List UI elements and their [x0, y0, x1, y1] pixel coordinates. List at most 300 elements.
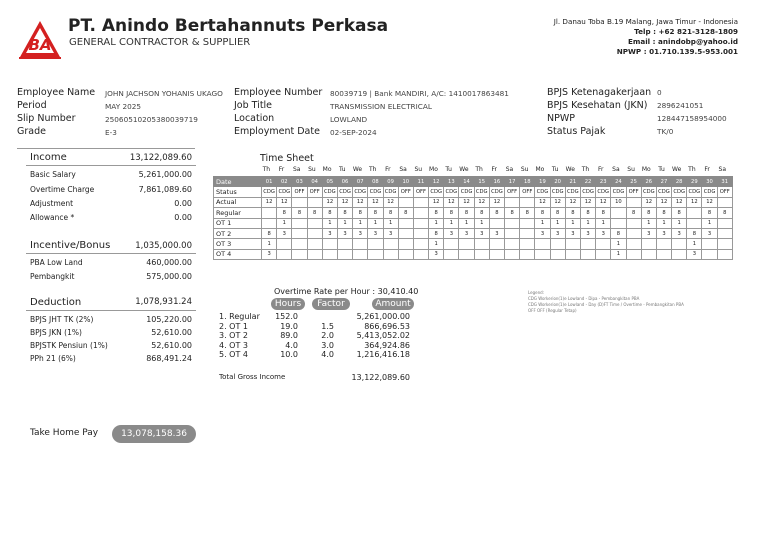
timesheet-cell: 8 [535, 208, 550, 218]
timesheet-cell [413, 228, 428, 238]
timesheet-cell: 8 [550, 208, 565, 218]
timesheet-cell [474, 249, 489, 259]
timesheet-cell [717, 197, 732, 207]
timesheet-cell [702, 239, 717, 249]
timesheet-cell: 3 [489, 228, 504, 238]
day-header: Fr [278, 166, 285, 173]
timesheet-cell: 1 [277, 218, 292, 228]
timesheet-cell [505, 218, 520, 228]
timesheet-cell: 13 [444, 177, 459, 187]
npwp-value: 128447158954000 [657, 114, 727, 123]
timesheet-cell [413, 197, 428, 207]
timesheet-cell [717, 249, 732, 259]
timesheet-cell: 3 [368, 228, 383, 238]
timesheet-cell: 3 [262, 249, 277, 259]
timesheet-cell [520, 228, 535, 238]
overtime-label: 1. Regular [219, 312, 260, 321]
timesheet-cell: 16 [489, 177, 504, 187]
timesheet-cell: CDG [702, 187, 717, 197]
job-title-label: Job Title [234, 100, 273, 111]
pajak-value: TK/0 [657, 127, 674, 136]
timesheet-cell: 06 [337, 177, 352, 187]
income-total: 13,122,089.60 [129, 153, 192, 163]
day-header: Fr [597, 166, 604, 173]
timesheet-cell: 8 [611, 228, 626, 238]
timesheet-cell: 26 [641, 177, 656, 187]
timesheet-cell [596, 239, 611, 249]
timesheet-cell: 1 [580, 218, 595, 228]
timesheet-cell: 8 [580, 208, 595, 218]
timesheet-cell: 3 [337, 228, 352, 238]
overtime-hours: 4.0 [285, 340, 298, 350]
day-header: Fr [704, 166, 710, 173]
timesheet-cell: 03 [292, 177, 307, 187]
timesheet-cell: 3 [429, 249, 444, 259]
timesheet-cell: 3 [580, 228, 595, 238]
timesheet-cell: 8 [444, 208, 459, 218]
legend [528, 290, 684, 314]
timesheet-cell [398, 249, 413, 259]
timesheet-cell: 25 [626, 177, 641, 187]
location-label: Location [234, 113, 275, 124]
overtime-label: 4. OT 3 [219, 340, 248, 350]
timesheet-cell: 12 [656, 197, 671, 207]
timesheet-cell: 04 [307, 177, 322, 187]
day-header: Sa [399, 166, 407, 173]
timesheet-row [214, 208, 733, 218]
timesheet-cell: 10 [398, 177, 413, 187]
timesheet-cell [292, 228, 307, 238]
timesheet-cell: 1 [656, 218, 671, 228]
timesheet-cell: 8 [656, 208, 671, 218]
timesheet-cell: 8 [429, 228, 444, 238]
timesheet-row-label: OT 2 [214, 228, 262, 238]
timesheet-cell: 8 [520, 208, 535, 218]
timesheet-cell: 3 [444, 228, 459, 238]
gross-value: 13,122,089.60 [351, 373, 410, 382]
day-header: Th [368, 166, 377, 173]
overtime-hours: 19.0 [280, 321, 298, 331]
timesheet-cell [262, 208, 277, 218]
timesheet-cell: 12 [353, 197, 368, 207]
timesheet-cell [717, 228, 732, 238]
timesheet-cell [596, 249, 611, 259]
income-row-label: Allowance * [30, 213, 75, 222]
timesheet-cell: CDG [550, 187, 565, 197]
timesheet-cell: OFF [307, 187, 322, 197]
bpjs-tk-label: BPJS Ketenagakerjaan [547, 87, 652, 98]
incentive-rule [26, 253, 196, 254]
timesheet-cell [626, 249, 641, 259]
timesheet-cell: 8 [626, 208, 641, 218]
income-row-label: Overtime Charge [30, 185, 95, 194]
overtime-hours: 10.0 [280, 350, 298, 359]
timesheet-cell [656, 239, 671, 249]
employment-date: 02-SEP-2024 [330, 128, 377, 137]
timesheet-cell: 8 [702, 208, 717, 218]
timesheet-cell: CDG [474, 187, 489, 197]
timesheet-cell [672, 249, 687, 259]
timesheet-cell: 19 [535, 177, 550, 187]
incentive-row-label: Pembangkit [30, 272, 75, 281]
timesheet-cell: 1 [353, 218, 368, 228]
legend-item: CDG Workerion(1)e Lowland - Dipa - Pembangkitan PBA [528, 296, 640, 301]
timesheet-cell: 12 [580, 197, 595, 207]
timesheet-cell: 8 [307, 208, 322, 218]
incentive-row-value: 460,000.00 [146, 258, 192, 267]
timesheet-cell [474, 239, 489, 249]
timesheet-cell [277, 249, 292, 259]
timesheet-cell [292, 197, 307, 207]
timesheet-cell: 1 [535, 218, 550, 228]
timesheet-cell [368, 249, 383, 259]
timesheet-cell [580, 239, 595, 249]
day-header: Mo [429, 166, 438, 173]
timesheet-cell [641, 249, 656, 259]
company-contact [554, 17, 738, 57]
timesheet-cell: 12 [429, 197, 444, 207]
deduction-row-label: PPh 21 (6%) [30, 354, 76, 363]
timesheet-cell [262, 218, 277, 228]
timesheet-cell: 8 [353, 208, 368, 218]
overtime-factor: 4.0 [321, 350, 334, 359]
deduction-row-value: 868,491.24 [146, 354, 192, 363]
timesheet-cell [413, 218, 428, 228]
timesheet-cell: CDG [565, 187, 580, 197]
timesheet-cell: 8 [672, 208, 687, 218]
day-header: We [672, 166, 682, 173]
gross-label: Total Gross Income [219, 373, 286, 381]
timesheet-cell [307, 218, 322, 228]
timesheet-cell [626, 197, 641, 207]
timesheet-cell [353, 249, 368, 259]
timesheet-cell: 21 [565, 177, 580, 187]
timesheet-cell: 1 [565, 218, 580, 228]
timesheet-cell [535, 249, 550, 259]
timesheet-cell [383, 239, 398, 249]
deduction-row-value: 52,610.00 [151, 341, 192, 350]
timesheet-row [214, 177, 733, 187]
timesheet-cell: 8 [337, 208, 352, 218]
timesheet-cell [368, 239, 383, 249]
timesheet-cell: 12 [672, 197, 687, 207]
amount-header: Amount [372, 298, 414, 310]
day-header: Sa [505, 166, 514, 173]
day-header: Mo [535, 166, 545, 173]
overtime-label: 2. OT 1 [219, 321, 248, 331]
company-logo [18, 18, 62, 60]
timesheet-cell: CDG [322, 187, 337, 197]
timesheet-cell [702, 249, 717, 259]
overtime-hours: 152.0 [275, 312, 298, 321]
timesheet-cell [413, 249, 428, 259]
timesheet-cell [353, 239, 368, 249]
timesheet-row [214, 239, 733, 249]
timesheet-cell: 8 [596, 208, 611, 218]
timesheet-cell: CDG [580, 187, 595, 197]
incentive-total: 1,035,000.00 [135, 241, 192, 251]
timesheet-cell: 3 [702, 228, 717, 238]
timesheet-cell: 3 [474, 228, 489, 238]
timesheet-cell: 30 [702, 177, 717, 187]
timesheet-cell [626, 239, 641, 249]
timesheet-cell: 12 [383, 197, 398, 207]
timesheet-cell [520, 239, 535, 249]
day-header: Su [627, 166, 635, 173]
timesheet-cell: CDG [353, 187, 368, 197]
timesheet-cell: 8 [368, 208, 383, 218]
timesheet-cell: 12 [444, 197, 459, 207]
timesheet-cell: 12 [322, 197, 337, 207]
timesheet-cell: 8 [641, 208, 656, 218]
incentive-row-value: 575,000.00 [146, 272, 192, 281]
timesheet-cell: 05 [322, 177, 337, 187]
timesheet-cell: 3 [687, 249, 702, 259]
timesheet-cell [292, 239, 307, 249]
timesheet-cell: 8 [565, 208, 580, 218]
timesheet-cell: CDG [459, 187, 474, 197]
timesheet-cell: 1 [672, 218, 687, 228]
timesheet-cell [413, 208, 428, 218]
timesheet-cell: 8 [398, 208, 413, 218]
day-header: Sa [718, 166, 727, 173]
timesheet-cell [398, 218, 413, 228]
timesheet-cell [520, 249, 535, 259]
timesheet-cell [717, 239, 732, 249]
timesheet-cell: 12 [489, 197, 504, 207]
timesheet-cell: 1 [611, 239, 626, 249]
timesheet-cell: 20 [550, 177, 565, 187]
timesheet-cell: CDG [444, 187, 459, 197]
timesheet-cell: CDG [383, 187, 398, 197]
timesheet-cell: 1 [368, 218, 383, 228]
company-email: Email : anindobp@yahoo.id [627, 37, 738, 46]
timesheet-cell [535, 239, 550, 249]
overtime-label: 3. OT 2 [219, 331, 248, 340]
timesheet-cell: 27 [656, 177, 671, 187]
timesheet-cell: 3 [383, 228, 398, 238]
employee-number-label: Employee Number [234, 87, 323, 98]
timesheet-cell: CDG [337, 187, 352, 197]
day-header: Fr [385, 166, 391, 173]
deduction-row-label: BPJSTK Pensiun (1%) [30, 341, 108, 350]
timesheet-cell [277, 239, 292, 249]
day-header: Tu [658, 166, 665, 173]
deduction-row-label: BPJS JHT TK (2%) [30, 315, 94, 324]
timesheet-cell: 08 [368, 177, 383, 187]
timesheet-cell [687, 208, 702, 218]
timesheet-cell [292, 249, 307, 259]
timesheet-cell: 1 [596, 218, 611, 228]
legend-item: CDG Workerion(1)e Lowland - Day (D)FT Time / Overtime - Pembangkitan PBA [528, 302, 684, 307]
timesheet-cell: 01 [262, 177, 277, 187]
timesheet-row-label: Regular [214, 208, 262, 218]
timesheet-cell: 12 [550, 197, 565, 207]
income-row-value: 7,861,089.60 [138, 185, 192, 194]
timesheet-cell: 12 [277, 197, 292, 207]
timesheet-row-label: Status [214, 187, 262, 197]
overtime-factor: 1.5 [321, 321, 334, 331]
company-subtitle: GENERAL CONTRACTOR & SUPPLIER [69, 37, 251, 48]
timesheet-cell: 3 [353, 228, 368, 238]
slip-value: 25060510205380039719 [105, 115, 198, 124]
deduction-row-value: 52,610.00 [151, 328, 192, 337]
income-top-rule [17, 148, 195, 149]
timesheet-cell: 09 [383, 177, 398, 187]
slip-label: Slip Number [17, 113, 76, 124]
overtime-amount: 5,413,052.02 [356, 331, 410, 340]
timesheet-cell [565, 239, 580, 249]
company-address: Jl. Danau Toba B.19 Malang, Jawa Timur - Indonesia [553, 17, 738, 26]
income-row-value: 0.00 [174, 213, 192, 222]
timesheet-cell: 1 [429, 218, 444, 228]
timesheet-cell [337, 249, 352, 259]
timesheet-cell: CDG [672, 187, 687, 197]
timesheet-cell [626, 218, 641, 228]
timesheet-cell: 29 [687, 177, 702, 187]
timesheet-row [214, 197, 733, 207]
timesheet-cell: OFF [520, 187, 535, 197]
timesheet-cell: OFF [717, 187, 732, 197]
timesheet-cell: 8 [505, 208, 520, 218]
timesheet-cell: 24 [611, 177, 626, 187]
day-header: Th [688, 166, 696, 173]
timesheet-cell [307, 249, 322, 259]
timesheet-cell: 1 [687, 239, 702, 249]
bpjs-tk-value: 0 [657, 88, 662, 97]
timesheet-cell [459, 249, 474, 259]
timesheet-cell: CDG [641, 187, 656, 197]
income-row-value: 5,261,000.00 [138, 170, 192, 179]
timesheet-cell: CDG [596, 187, 611, 197]
timesheet-cell: CDG [687, 187, 702, 197]
location-value: LOWLAND [330, 115, 368, 124]
deduction-row-label: BPJS JKN (1%) [30, 328, 82, 337]
company-phone: Telp : +62 821-3128-1809 [634, 27, 738, 36]
timesheet-cell: OFF [398, 187, 413, 197]
timesheet-cell: 23 [596, 177, 611, 187]
timesheet-cell [307, 228, 322, 238]
overtime-factor: 3.0 [321, 340, 334, 350]
timesheet-cell: 10 [611, 197, 626, 207]
day-header: Th [475, 166, 483, 173]
incentive-title: Incentive/Bonus [30, 240, 111, 251]
timesheet-cell [459, 239, 474, 249]
day-header: Tu [339, 166, 346, 173]
day-header: Tu [551, 166, 559, 173]
timesheet-cell: OFF [413, 187, 428, 197]
timesheet-cell: 12 [565, 197, 580, 207]
timesheet-cell: OFF [505, 187, 520, 197]
timesheet-cell [307, 239, 322, 249]
timesheet-cell: 8 [429, 208, 444, 218]
timesheet-cell: 22 [580, 177, 595, 187]
timesheet-cell: 8 [292, 208, 307, 218]
timesheet-cell [292, 218, 307, 228]
timesheet-cell [520, 218, 535, 228]
day-header: We [565, 166, 575, 173]
timesheet-cell: 18 [520, 177, 535, 187]
timesheet-cell: 12 [368, 197, 383, 207]
timesheet-cell [672, 239, 687, 249]
employment-date-label: Employment Date [234, 126, 320, 137]
timesheet-cell [489, 239, 504, 249]
timesheet-cell: 12 [337, 197, 352, 207]
timesheet-cell: CDG [535, 187, 550, 197]
timesheet-cell: 11 [413, 177, 428, 187]
overtime-factor: 2.0 [321, 331, 334, 340]
timesheet-cell: 12 [459, 197, 474, 207]
timesheet-cell: CDG [489, 187, 504, 197]
timesheet-cell: 8 [383, 208, 398, 218]
timesheet-cell [444, 249, 459, 259]
timesheet-cell [505, 228, 520, 238]
day-header: Su [520, 166, 529, 173]
company-name: PT. Anindo Bertahannuts Perkasa [68, 16, 389, 36]
company-npwp: NPWP : 01.710.139.5-953.001 [616, 47, 738, 56]
day-header: We [352, 166, 363, 173]
day-header: Su [414, 166, 423, 173]
timesheet-cell: 3 [535, 228, 550, 238]
timesheet-cell: 8 [687, 228, 702, 238]
day-header: Sa [612, 166, 620, 173]
timesheet-row [214, 187, 733, 197]
timesheet-row [214, 218, 733, 228]
timesheet-cell: 1 [444, 218, 459, 228]
timesheet-row-label: Date [214, 177, 262, 187]
timesheet-cell: 8 [277, 208, 292, 218]
timesheet-cell: 1 [611, 249, 626, 259]
timesheet-cell [489, 218, 504, 228]
timesheet-cell: 12 [641, 197, 656, 207]
legend-title: Legend: [528, 290, 545, 295]
deduction-row-value: 105,220.00 [146, 315, 192, 324]
timesheet-cell [337, 239, 352, 249]
employee-name-label: Employee Name [17, 87, 96, 98]
timesheet-cell [687, 218, 702, 228]
timesheet-cell: 3 [550, 228, 565, 238]
timesheet-cell: 3 [656, 228, 671, 238]
employee-name: JOHN JACHSON YOHANIS UKAGO [105, 89, 223, 98]
income-row-label: Basic Salary [30, 170, 76, 179]
timesheet-cell [505, 239, 520, 249]
timesheet-cell: CDG [262, 187, 277, 197]
timesheet-cell: 8 [459, 208, 474, 218]
incentive-row-label: PBA Low Land [30, 258, 83, 267]
timesheet-cell: 12 [596, 197, 611, 207]
timesheet-cell [656, 249, 671, 259]
timesheet-cell: 3 [459, 228, 474, 238]
timesheet-cell [580, 249, 595, 259]
timesheet-cell: 12 [262, 197, 277, 207]
timesheet-cell [550, 249, 565, 259]
day-header: Mo [322, 166, 332, 173]
timesheet-cell [641, 239, 656, 249]
timesheet-cell: 1 [337, 218, 352, 228]
timesheet-cell: 12 [702, 197, 717, 207]
timesheet-cell: 12 [535, 197, 550, 207]
timesheet-cell: 1 [459, 218, 474, 228]
grade-label: Grade [17, 126, 46, 137]
income-rule [26, 165, 196, 166]
timesheet-cell: 8 [474, 208, 489, 218]
timesheet-cell: 14 [459, 177, 474, 187]
timesheet-cell: 02 [277, 177, 292, 187]
take-home-label: Take Home Pay [30, 428, 99, 438]
grade-value: E-3 [105, 128, 117, 137]
deduction-total: 1,078,931.24 [135, 297, 192, 307]
timesheet-cell [322, 249, 337, 259]
